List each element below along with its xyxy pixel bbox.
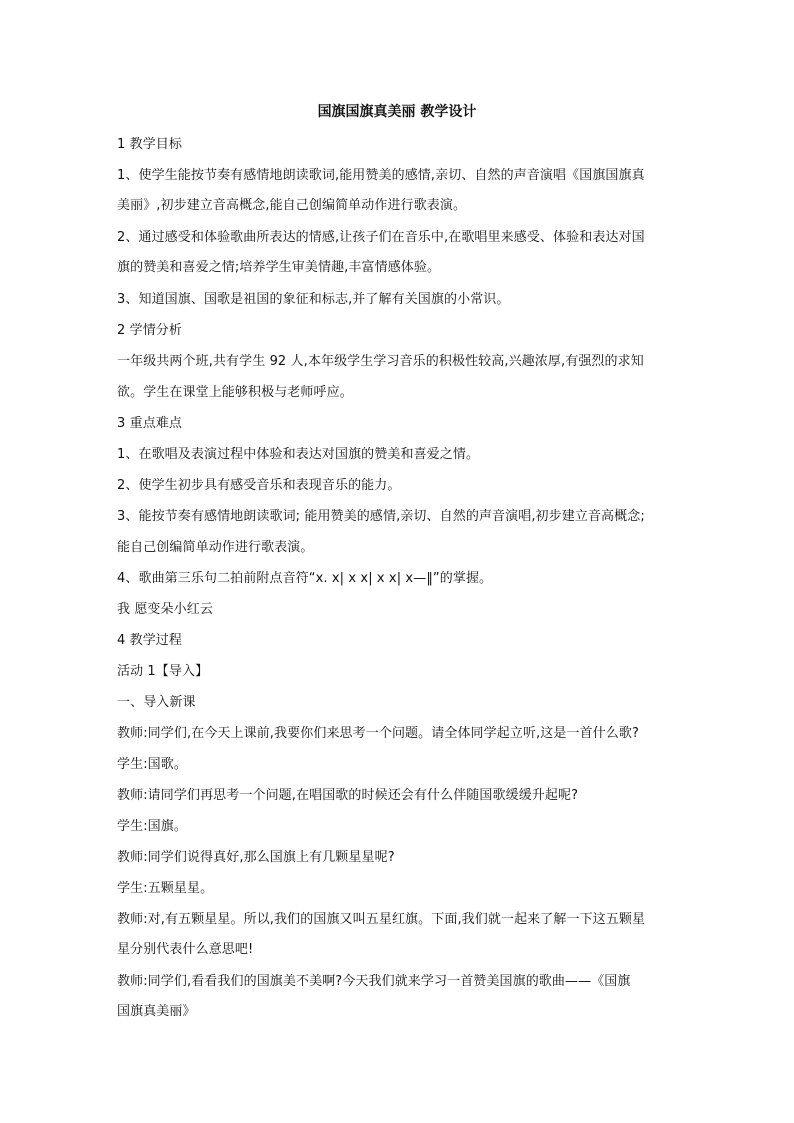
dialogue-line: 教师:同学们说得真好,那么国旗上有几颗星星呢? <box>117 850 395 865</box>
paragraph-line: 欲。学生在课堂上能够积极与老师呼应。 <box>117 385 353 400</box>
paragraph-line: 1、使学生能按节奏有感情地朗读歌词,能用赞美的感情,亲切、自然的声音演唱《国旗国旗真 <box>117 168 645 183</box>
paragraph-line: 美丽》,初步建立音高概念,能自己创编简单动作进行歌表演。 <box>117 198 467 213</box>
dialogue-line: 学生:国旗。 <box>117 819 187 834</box>
paragraph-line: 2、通过感受和体验歌曲所表达的情感,让孩子们在音乐中,在歌唱里来感受、体验和表达对国 <box>117 230 645 245</box>
paragraph-line: 1、在歌唱及表演过程中体验和表达对国旗的赞美和喜爱之情。 <box>117 447 480 462</box>
dialogue-line: 教师:同学们,看看我们的国旗美不美啊?今天我们就来学习一首赞美国旗的歌曲——《国旗 <box>117 974 631 989</box>
dialogue-line: 教师:对,有五颗星星。所以,我们的国旗又叫五星红旗。下面,我们就一起来了解一下这五颗星 <box>117 912 646 927</box>
paragraph-line: 旗的赞美和喜爱之情;培养学生审美情趣,丰富情感体验。 <box>117 260 441 275</box>
activity-heading: 活动 1【导入】 <box>117 664 209 679</box>
section-heading-process: 4 教学过程 <box>117 633 183 648</box>
paragraph-line: 能自己创编简单动作进行歌表演。 <box>117 540 314 555</box>
paragraph-line: 我 愿变朵小红云 <box>117 602 213 617</box>
subsection-heading: 一、导入新课 <box>117 695 196 710</box>
document-title: 国旗国旗真美丽 教学设计 <box>317 104 477 120</box>
section-heading-objectives: 1 教学目标 <box>117 137 183 152</box>
dialogue-line: 教师:请同学们再思考一个问题,在唱国歌的时候还会有什么伴随国歌缓缓升起呢? <box>117 788 579 803</box>
paragraph-line: 4、歌曲第三乐句二拍前附点音符“x. x| x x| x x| x—‖”的掌握。 <box>117 571 493 586</box>
paragraph-line: 2、使学生初步具有感受音乐和表现音乐的能力。 <box>117 478 401 493</box>
paragraph-line: 3、知道国旗、国歌是祖国的象征和标志,并了解有关国旗的小常识。 <box>117 292 510 307</box>
dialogue-line: 学生:国歌。 <box>117 757 187 772</box>
dialogue-line: 国旗真美丽》 <box>117 1004 196 1019</box>
section-heading-key-points: 3 重点难点 <box>117 416 183 431</box>
section-heading-analysis: 2 学情分析 <box>117 323 183 338</box>
dialogue-line: 星分别代表什么意思吧! <box>117 942 254 957</box>
paragraph-line: 3、能按节奏有感情地朗读歌词; 能用赞美的感情,亲切、自然的声音演唱,初步建立音高概念; <box>117 509 645 524</box>
paragraph-line: 一年级共两个班,共有学生 92 人,本年级学生学习音乐的积极性较高,兴趣浓厚,有强烈的求知 <box>117 354 644 369</box>
dialogue-line: 教师:同学们,在今天上课前,我要你们来思考一个问题。请全体同学起立听,这是一首什么歌? <box>117 726 639 741</box>
dialogue-line: 学生:五颗星星。 <box>117 881 214 896</box>
